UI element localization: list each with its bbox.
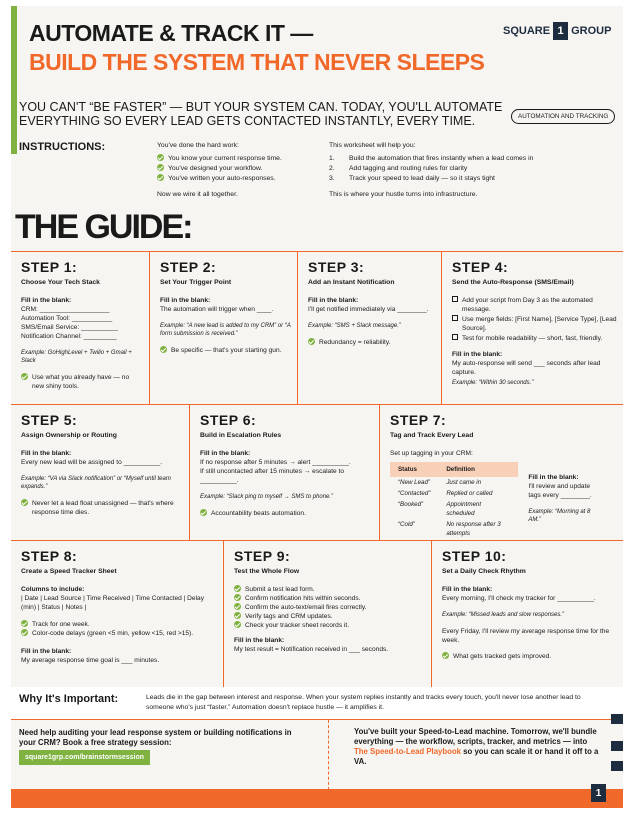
step-title: STEP 6:: [200, 412, 257, 428]
guide-heading: THE GUIDE:: [15, 208, 192, 246]
step-subtitle: Build in Escalation Rules: [200, 432, 282, 439]
book-session-link[interactable]: square1grp.com/brainstormsession: [19, 750, 150, 765]
check-icon: [234, 585, 241, 592]
fill-label: Fill in the blank:: [452, 351, 503, 358]
fill-line: Notification Channel: _________: [21, 333, 117, 340]
step-title: STEP 5:: [21, 412, 78, 428]
table-cell: “Booked”: [398, 501, 424, 508]
table-row: [390, 499, 518, 519]
table-cell: Appointment scheduled: [446, 501, 482, 517]
fill-line: SMS/Email Service: __________: [21, 324, 118, 331]
step-subtitle: Create a Speed Tracker Sheet: [21, 568, 117, 575]
status-table: [390, 462, 518, 539]
steps-row-3: [11, 541, 623, 687]
list-item: 3. Track your speed to lead daily — so it stays tight: [329, 175, 495, 182]
fill-line: Every Friday, I'll review my average response time for the week.: [442, 628, 610, 644]
logo-text-right: GROUP: [571, 25, 612, 37]
list-item: You've written your auto-responses.: [157, 174, 282, 184]
cta-right-text: You've built your Speed-to-Lead machine. Tomorrow, we'll bundle everything — the workflow, scripts, tracker, and metrics — into The Speed-to-Lead Playbook so you can scale it or hand it off to a VA.: [354, 727, 599, 766]
tip: Verify tags and CRM updates.: [234, 612, 425, 621]
check-icon: [442, 652, 449, 659]
tip: Never let a lead float unassigned — that's where response time dies.: [21, 499, 183, 517]
step-title: STEP 9:: [234, 548, 291, 564]
logo-box: 1: [553, 22, 568, 40]
checkbox-item[interactable]: Test for mobile readability — short, fast, friendly.: [452, 334, 617, 343]
check-icon: [234, 603, 241, 610]
check-icon: [160, 346, 167, 353]
table-cell: “Cold”: [398, 521, 415, 528]
step-title: STEP 2:: [160, 259, 217, 275]
instructions-col-2: [329, 141, 539, 200]
logo-text-left: SQUARE: [503, 25, 551, 37]
why-text: Leads die in the gap between interest and response. When your system replies instantly and tracks every touch, you'll never lose another lead to someone who's just “faster.” Automation doesn't replace hustle — it amplifies it.: [146, 694, 581, 711]
square1-logo: [503, 22, 611, 40]
step-5-card: [11, 405, 189, 540]
table-cell: No response after 3 attempts: [446, 521, 501, 537]
intro-text: YOU CAN'T “BE FASTER” — BUT YOUR SYSTEM CAN. TODAY, YOU'LL AUTOMATE EVERYTHING SO EVERY LEAD GETS CONTACTED INSTANTLY, EVERY TIME.: [19, 100, 503, 128]
step-title: STEP 10:: [442, 548, 507, 564]
columns-label: Columns to include:: [21, 586, 85, 593]
tip: Use what you already have — no new shiny tools.: [21, 373, 143, 391]
checkbox-icon[interactable]: [452, 296, 458, 302]
tip: Track for one week.: [21, 620, 217, 629]
check-icon: [157, 154, 164, 161]
step-title: STEP 7:: [390, 412, 447, 428]
fill-label: Fill in the blank:: [200, 450, 251, 457]
steps-row-2: [11, 405, 623, 541]
example-text: Example: “Within 30 seconds.”: [452, 380, 534, 386]
review-block: [528, 471, 598, 539]
step-subtitle: Choose Your Tech Stack: [21, 279, 100, 286]
tip: Confirm notification hits within seconds.: [234, 594, 425, 603]
example-text: Example: GoHighLevel + Twilio + Gmail + Slack: [21, 350, 132, 364]
check-icon: [157, 174, 164, 181]
fill-label: Fill in the blank:: [234, 637, 285, 644]
step-subtitle: Add an Instant Notification: [308, 279, 395, 286]
tip: Be specific — that's your starting gun.: [160, 346, 291, 355]
fill-line: My average response time goal is ___ minutes.: [21, 657, 160, 664]
step-title: STEP 4:: [452, 259, 509, 275]
fill-label: Fill in the blank:: [21, 648, 72, 655]
step-title: STEP 3:: [308, 259, 365, 275]
checkbox-item[interactable]: Add your script from Day 3 as the automated message.: [452, 296, 617, 314]
fill-line: Every morning, I'll check my tracker for __________.: [442, 595, 596, 602]
columns-list: | Date | Lead Source | Time Received | Time Contacted | Delay (min) | Status | Notes |: [21, 595, 205, 611]
step-subtitle: Tag and Track Every Lead: [390, 432, 474, 439]
checkbox-icon[interactable]: [452, 315, 458, 321]
check-icon: [21, 629, 28, 636]
fill-label: Fill in the blank:: [442, 586, 493, 593]
step-2-card: [149, 252, 297, 404]
tagging-block: [390, 449, 518, 539]
tip: Redundancy = reliability.: [308, 338, 435, 347]
step-9-card: [223, 541, 431, 687]
step-6-card: [189, 405, 379, 540]
cta-section: [11, 719, 623, 789]
table-cell: Replied or called: [446, 490, 493, 497]
tip: What gets tracked gets improved.: [442, 652, 617, 661]
step-subtitle: Assign Ownership or Routing: [21, 432, 117, 439]
check-icon: [21, 499, 28, 506]
table-row: [390, 477, 518, 488]
column-header: Definition: [438, 462, 518, 477]
footer-logo: 1: [591, 784, 606, 802]
step-subtitle: Set a Daily Check Rhythm: [442, 568, 526, 575]
fill-line: Every new lead will be assigned to __________.: [21, 459, 163, 466]
title-line-1: AUTOMATE & TRACK IT —: [29, 20, 313, 46]
side-strip: [611, 714, 623, 724]
fill-line: The automation will trigger when ____.: [160, 306, 274, 313]
table-row: [390, 488, 518, 499]
footer-bar: [11, 789, 623, 808]
instructions-lead: You've done the hard work:: [157, 142, 239, 149]
check-icon: [21, 373, 28, 380]
checkbox-icon[interactable]: [452, 334, 458, 340]
worksheet-page: [11, 6, 623, 808]
list-item: You know your current response time.: [157, 154, 282, 164]
playbook-highlight: The Speed-to-Lead Playbook: [354, 747, 462, 756]
table-cell: Just came in: [446, 479, 482, 486]
check-icon: [308, 338, 315, 345]
checkbox-item[interactable]: Use merge fields: [First Name], [Service Type], [Lead Source].: [452, 315, 617, 333]
table-row: [390, 519, 518, 539]
check-icon: [234, 594, 241, 601]
fill-label: Fill in the blank:: [528, 474, 579, 481]
accent-bar: [11, 6, 17, 154]
instructions-col-1: [157, 141, 282, 200]
why-important: [11, 687, 623, 719]
check-icon: [200, 509, 207, 516]
steps-row-1: [11, 251, 623, 405]
tip: Confirm the auto-text/email fires correctly.: [234, 603, 425, 612]
instructions-tail: Now we wire it all together.: [157, 191, 238, 198]
example-text: Example: “VA via Slack notification” or “Myself until team expands.”: [21, 476, 171, 490]
why-label: Why It's Important:: [19, 693, 119, 705]
fill-line: If no response after 5 minutes → alert __________.: [200, 459, 351, 466]
fill-label: Fill in the blank:: [308, 297, 359, 304]
fill-line: CRM: ___________________: [21, 306, 110, 313]
tip: Check your tracker sheet records it.: [234, 621, 425, 630]
step-8-card: [11, 541, 223, 687]
step-subtitle: Set Your Trigger Point: [160, 279, 232, 286]
list-item: 1. Build the automation that fires instantly when a lead comes in: [329, 155, 534, 162]
side-strip: [611, 761, 623, 771]
side-strip: [611, 741, 623, 751]
fill-label: Fill in the blank:: [21, 450, 72, 457]
step-1-card: [11, 252, 149, 404]
cta-left-text: Need help auditing your lead response system or building notifications in your CRM? Book a free strategy session:: [19, 728, 292, 747]
step-10-card: [431, 541, 623, 687]
column-header: Status: [390, 462, 438, 477]
instructions-label: INSTRUCTIONS:: [19, 141, 106, 153]
title-line-2: BUILD THE SYSTEM THAT NEVER SLEEPS: [29, 49, 485, 75]
tip: Color-code delays (green <5 min, yellow <15, red >15).: [21, 629, 217, 638]
fill-line: I'll review and update tags every ________.: [528, 483, 592, 499]
example-text: Example: “A new lead is added to my CRM” or “A form submission is received.”: [160, 323, 291, 337]
check-icon: [234, 612, 241, 619]
fill-line: If still uncontacted after 15 minutes → escalate to __________.: [200, 468, 345, 484]
check-icon: [157, 164, 164, 171]
fill-line: My auto-response will send ___ seconds after lead capture.: [452, 360, 601, 376]
step-7-card: [379, 405, 623, 540]
topic-tag: AUTOMATION AND TRACKING: [511, 109, 615, 124]
step-title: STEP 1:: [21, 259, 78, 275]
table-cell: “Contacted”: [398, 490, 431, 497]
example-text: Example: “Slack ping to myself → SMS to phone.”: [200, 494, 334, 500]
check-icon: [21, 620, 28, 627]
fill-line: Automation Tool: ___________: [21, 315, 113, 322]
list-item: You've designed your workflow.: [157, 164, 282, 174]
fill-label: Fill in the blank:: [21, 297, 72, 304]
step-subtitle: Test the Whole Flow: [234, 568, 300, 575]
list-item: 2. Add tagging and routing rules for clarity: [329, 165, 468, 172]
step-7-body: [390, 449, 617, 539]
fill-label: Fill in the blank:: [160, 297, 211, 304]
example-text: Example: “Missed leads and slow responses.”: [442, 612, 565, 618]
setup-text: Set up tagging in your CRM:: [390, 450, 473, 457]
table-cell: “New Lead”: [398, 479, 430, 486]
fill-line: I'll get notified immediately via ________.: [308, 306, 429, 313]
fill-line: My test result = Notification received in ___ seconds.: [234, 646, 389, 653]
instructions-lead: This worksheet will help you:: [329, 142, 416, 149]
tip: Accountability beats automation.: [200, 509, 373, 518]
step-4-card: [441, 252, 623, 404]
step-subtitle: Send the Auto-Response (SMS/Email): [452, 279, 574, 286]
step-title: STEP 8:: [21, 548, 78, 564]
example-text: Example: “Morning at 8 AM.”: [528, 509, 591, 523]
divider: [328, 720, 330, 790]
check-icon: [234, 621, 241, 628]
example-text: Example: “SMS + Slack message.”: [308, 323, 401, 329]
tip: Submit a test lead form.: [234, 585, 425, 594]
table-header: [390, 462, 518, 477]
step-3-card: [297, 252, 441, 404]
instructions-tail: This is where your hustle turns into infrastructure.: [329, 191, 478, 198]
